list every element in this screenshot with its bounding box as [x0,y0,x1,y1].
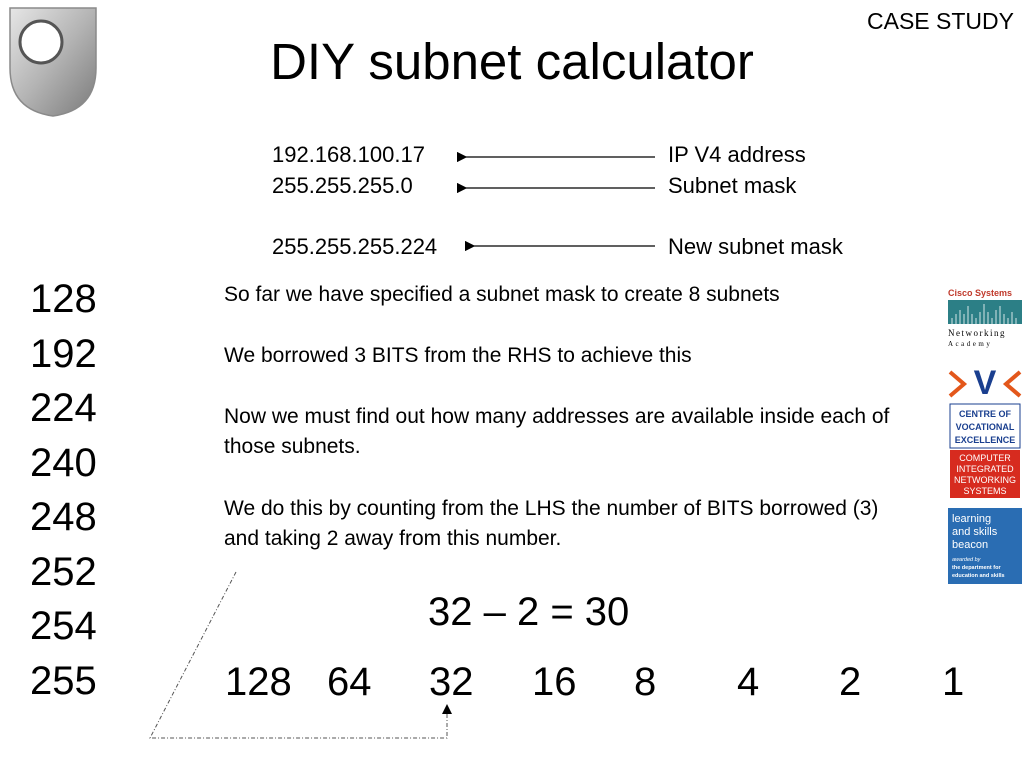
cove-letter: V [973,364,997,402]
cove-line1: CENTRE OF [958,409,1012,419]
beacon-line6: education and skills [952,573,1005,579]
bit-value: 32 [429,660,474,704]
beacon-line1: learning [952,513,992,525]
dashed-connector [150,572,447,738]
arrow-bit-32 [442,704,452,714]
beacon-line3: beacon [952,539,989,551]
cisco-line3: Academy [948,340,993,348]
cove-line7: SYSTEMS [963,486,1007,496]
cisco-line1: Cisco Systems [948,288,1013,298]
subnet-mask-value: 255.255.255.0 [272,173,413,198]
bit-value: 4 [737,660,760,704]
bit-value: 128 [225,660,292,704]
mask-octet-value: 128 [30,277,97,321]
new-subnet-mask-label: New subnet mask [668,234,843,259]
mask-octet-value: 240 [30,440,97,485]
cove-line2: VOCATIONAL [955,422,1015,432]
cove-line6: NETWORKING [954,475,1016,485]
beacon-line2: and skills [952,526,998,538]
mask-octet-value: 254 [30,604,97,648]
cisco-line2: Networking [948,328,1006,338]
cove-line4: COMPUTER [959,453,1011,463]
subnet-mask-label: Subnet mask [668,173,797,198]
mask-octet-list [30,272,97,708]
paragraph-borrowed-bits: We borrowed 3 BITS from the RHS to achieve this [224,344,692,367]
mask-octet-value: 252 [30,549,97,594]
new-subnet-mask-value: 255.255.255.224 [272,234,438,259]
cove-line3: EXCELLENCE [954,435,1016,445]
paragraph-addresses: Now we must find out how many addresses are available inside each of those subnets. [224,405,890,458]
bit-value: 1 [942,660,965,704]
equation: 32 – 2 = 30 [428,590,630,634]
ip-address-label: IP V4 address [668,142,806,167]
cove-logo [946,360,1024,500]
mask-octet-value: 192 [30,331,97,376]
mask-octet-value: 255 [30,658,97,703]
cove-line5: INTEGRATED [956,464,1014,474]
beacon-line4: awarded by [952,557,981,563]
mask-octet-value: 224 [30,386,97,430]
bit-value: 8 [634,660,657,704]
bit-value: 2 [839,660,862,704]
bit-value: 16 [532,660,577,704]
ip-address-value: 192.168.100.17 [272,142,425,167]
cisco-academy-logo [946,284,1024,350]
mask-octet-value: 248 [30,495,97,539]
paragraph-subnets: So far we have specified a subnet mask to create 8 subnets [224,283,780,306]
beacon-logo [946,508,1024,584]
bit-value: 64 [327,660,372,704]
case-study-label: CASE STUDY [867,8,1014,34]
paragraph-counting: We do this by counting from the LHS the number of BITS borrowed (3) and taking 2 away from this number. [224,497,879,550]
beacon-line5: the department for [952,565,1001,571]
sidebar-logos [946,284,1024,584]
slide-title: DIY subnet calculator [270,33,754,90]
